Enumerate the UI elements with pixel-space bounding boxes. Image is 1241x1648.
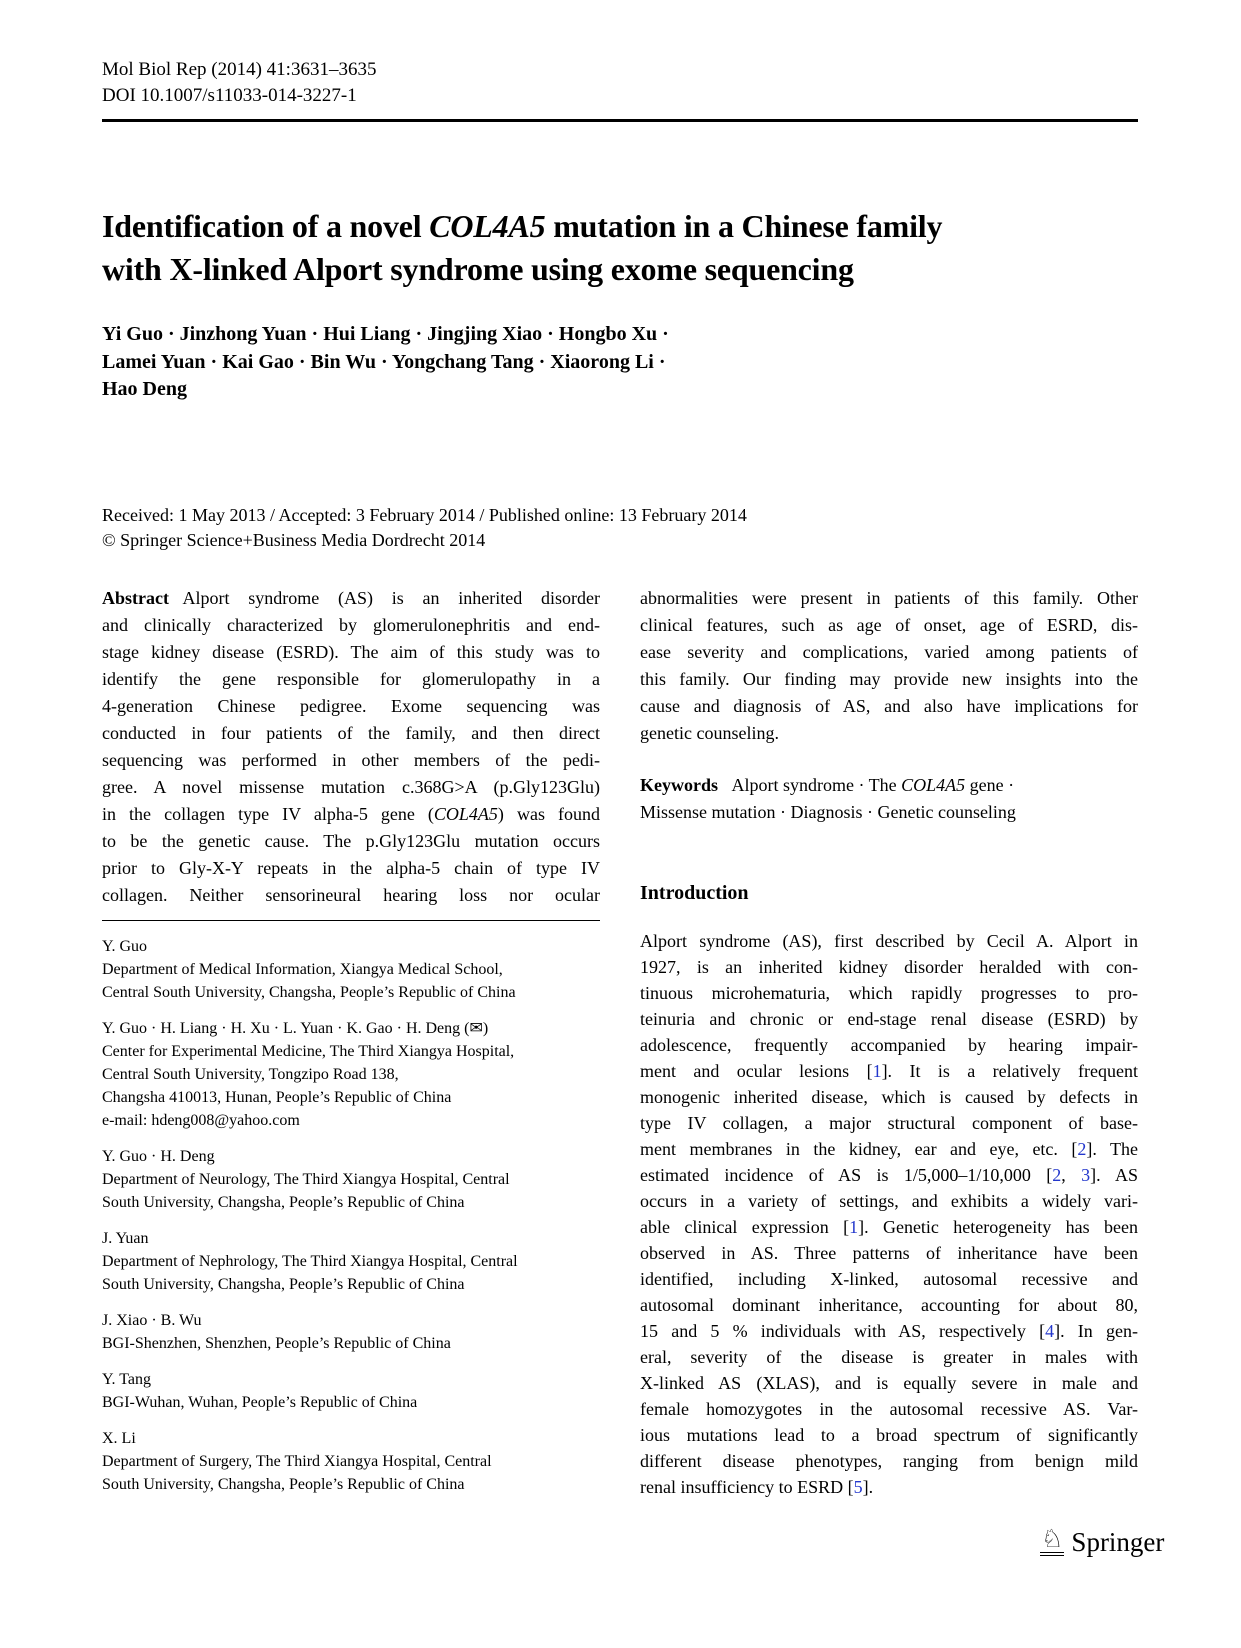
- text-line: identified, including X-linked, autosomal recessive and: [640, 1269, 1138, 1289]
- text-line: Department of Nephrology, The Third Xiangya Hospital, Central: [102, 1253, 518, 1270]
- text-line: Changsha 410013, Hunan, People’s Republic of China: [102, 1089, 452, 1106]
- keywords: [640, 772, 1138, 826]
- text-line: teinuria and chronic or end-stage renal disease (ESRD) by: [640, 1009, 1138, 1029]
- left-column: [102, 585, 600, 1509]
- text-line: South University, Changsha, People’s Republic of China: [102, 1276, 465, 1293]
- article-title: [102, 205, 942, 291]
- text-line: ment membranes in the kidney, ear and eye, etc. [2]. The: [640, 1139, 1139, 1159]
- footnote-rule: [102, 920, 600, 921]
- text-line: different disease phenotypes, ranging from benign mild: [640, 1451, 1138, 1471]
- text-line: monogenic inherited disease, which is caused by defects in: [640, 1087, 1138, 1107]
- introduction-text: [640, 928, 1138, 1500]
- text-line: and clinically characterized by glomerulonephritis and end-: [102, 615, 600, 635]
- text-line: type IV collagen, a major structural component of base-: [640, 1113, 1138, 1133]
- text-line: BGI-Shenzhen, Shenzhen, People’s Republic of China: [102, 1335, 451, 1352]
- text-line: Yi Guo · Jinzhong Yuan · Hui Liang · Jingjing Xiao · Hongbo Xu ·: [102, 323, 669, 345]
- text-line: with X-linked Alport syndrome using exome sequencing: [102, 251, 854, 287]
- text-line: genetic counseling.: [640, 723, 779, 743]
- text-line: J. Yuan: [102, 1230, 149, 1247]
- text-line: abnormalities were present in patients of this family. Other: [640, 588, 1138, 608]
- text-line: gree. A novel missense mutation c.368G>A (p.Gly123Glu): [102, 777, 600, 797]
- affiliation-block: [102, 1017, 600, 1132]
- copyright-line: © Springer Science+Business Media Dordrecht 2014: [102, 530, 486, 550]
- text-line: Central South University, Tongzipo Road 138,: [102, 1066, 399, 1083]
- text-line: e-mail: hdeng008@yahoo.com: [102, 1112, 300, 1129]
- citation-ref[interactable]: 1: [849, 1217, 859, 1237]
- springer-logo: [1040, 1526, 1164, 1556]
- affiliation-block: [102, 1309, 600, 1355]
- text-line: Department of Surgery, The Third Xiangya Hospital, Central: [102, 1453, 492, 1470]
- text-line: cause and diagnosis of AS, and also have implications for: [640, 696, 1138, 716]
- doi-line: DOI 10.1007/s11033-014-3227-1: [102, 85, 357, 106]
- text-line: Central South University, Changsha, People’s Republic of China: [102, 984, 516, 1001]
- text-line: sequencing was performed in other members of the pedi-: [102, 750, 600, 770]
- text-line: Missense mutation · Diagnosis · Genetic counseling: [640, 802, 1016, 822]
- section-heading-introduction: Introduction: [640, 882, 749, 904]
- received-accepted-line: Received: 1 May 2013 / Accepted: 3 February 2014 / Published online: 13 February 2014: [102, 505, 747, 525]
- text-line: ment and ocular lesions [1]. It is a relatively frequent: [640, 1061, 1138, 1081]
- article-history: [102, 503, 747, 553]
- header-rule: [102, 119, 1138, 122]
- affiliation-block: [102, 1227, 600, 1296]
- abstract-text: [102, 585, 600, 909]
- citation-ref[interactable]: 4: [1045, 1321, 1055, 1341]
- text-line: Hao Deng: [102, 378, 187, 400]
- text-line: identify the gene responsible for glomerulopathy in a: [102, 669, 600, 689]
- citation-ref[interactable]: 5: [853, 1477, 863, 1497]
- text-line: 15 and 5 % individuals with AS, respectively [4]. In gen-: [640, 1321, 1138, 1341]
- affiliation-block: [102, 1368, 600, 1414]
- journal-header: [102, 57, 376, 109]
- text-line: 1927, is an inherited kidney disorder heralded with con-: [640, 957, 1138, 977]
- text-line: X. Li: [102, 1430, 136, 1447]
- text-line: Department of Neurology, The Third Xiangya Hospital, Central: [102, 1171, 510, 1188]
- citation-ref[interactable]: 2: [1052, 1165, 1062, 1185]
- citation-ref[interactable]: 3: [1081, 1165, 1091, 1185]
- text-line: J. Xiao · B. Wu: [102, 1312, 202, 1329]
- text-line: 4-generation Chinese pedigree. Exome sequencing was: [102, 696, 600, 716]
- text-line: occurs in a variety of settings, and exhibits a widely vari-: [640, 1191, 1138, 1211]
- text-line: to be the genetic cause. The p.Gly123Glu mutation occurs: [102, 831, 600, 851]
- citation-ref[interactable]: 2: [1077, 1139, 1087, 1159]
- affiliations: [102, 935, 600, 1496]
- text-line: Alport syndrome (AS), first described by Cecil A. Alport in: [640, 931, 1138, 951]
- two-column-body: [102, 585, 1138, 1509]
- text-line: Y. Guo · H. Liang · H. Xu · L. Yuan · K. Gao · H. Deng (✉): [102, 1020, 489, 1037]
- affiliation-block: [102, 1145, 600, 1214]
- text-line: conducted in four patients of the family, and then direct: [102, 723, 600, 743]
- springer-knight-icon: ♘: [1040, 1526, 1064, 1556]
- text-line: this family. Our finding may provide new insights into the: [640, 669, 1138, 689]
- text-line: renal insufficiency to ESRD [5].: [640, 1477, 874, 1497]
- text-line: female homozygotes in the autosomal recessive AS. Var-: [640, 1399, 1138, 1419]
- envelope-icon: ✉: [469, 1020, 483, 1037]
- text-line: Department of Medical Information, Xiangya Medical School,: [102, 961, 503, 978]
- affiliation-block: [102, 935, 600, 1004]
- text-line: prior to Gly-X-Y repeats in the alpha-5 chain of type IV: [102, 858, 600, 878]
- text-line: able clinical expression [1]. Genetic heterogeneity has been: [640, 1217, 1138, 1237]
- text-line: tinuous microhematuria, which rapidly progresses to pro-: [640, 983, 1138, 1003]
- text-line: in the collagen type IV alpha-5 gene (COL4A5) was found: [102, 804, 600, 824]
- text-line: Lamei Yuan · Kai Gao · Bin Wu · Yongchang Tang · Xiaorong Li ·: [102, 350, 666, 373]
- text-line: X-linked AS (XLAS), and is equally severe in male and: [640, 1373, 1138, 1393]
- text-line: Center for Experimental Medicine, The Third Xiangya Hospital,: [102, 1043, 515, 1060]
- text-line: ease severity and complications, varied among patients of: [640, 642, 1138, 662]
- text-line: Y. Guo: [102, 938, 148, 955]
- abstract-continued-text: [640, 585, 1138, 747]
- text-line: South University, Changsha, People’s Republic of China: [102, 1476, 465, 1493]
- text-line: stage kidney disease (ESRD). The aim of this study was to: [102, 642, 600, 662]
- text-line: BGI-Wuhan, Wuhan, People’s Republic of China: [102, 1394, 418, 1411]
- citation-ref[interactable]: 1: [872, 1061, 882, 1081]
- text-line: autosomal dominant inheritance, accounting for about 80,: [640, 1295, 1138, 1315]
- journal-citation-line: Mol Biol Rep (2014) 41:3631–3635: [102, 59, 377, 80]
- affiliation-block: [102, 1427, 600, 1496]
- text-line: adolescence, frequently accompanied by hearing impair-: [640, 1035, 1138, 1055]
- author-list: [102, 321, 669, 404]
- text-line: observed in AS. Three patterns of inheritance have been: [640, 1243, 1138, 1263]
- text-line: Y. Tang: [102, 1371, 151, 1388]
- text-line: Y. Guo · H. Deng: [102, 1148, 215, 1165]
- text-line: Keywords Alport syndrome · The COL4A5 gene ·: [640, 775, 1015, 795]
- text-line: collagen. Neither sensorineural hearing loss nor ocular: [102, 885, 600, 905]
- text-line: South University, Changsha, People’s Republic of China: [102, 1194, 465, 1211]
- text-line: estimated incidence of AS is 1/5,000–1/10,000 [2, 3]. AS: [640, 1165, 1139, 1185]
- text-line: Identification of a novel COL4A5 mutation in a Chinese family: [102, 208, 943, 244]
- right-column: [640, 585, 1138, 1509]
- text-line: clinical features, such as age of onset, age of ESRD, dis-: [640, 615, 1138, 635]
- publisher-wordmark: Springer: [1071, 1526, 1165, 1557]
- text-line: eral, severity of the disease is greater in males with: [640, 1347, 1138, 1367]
- text-line: Abstract Alport syndrome (AS) is an inherited disorder: [102, 588, 600, 608]
- text-line: ious mutations lead to a broad spectrum of significantly: [640, 1425, 1138, 1445]
